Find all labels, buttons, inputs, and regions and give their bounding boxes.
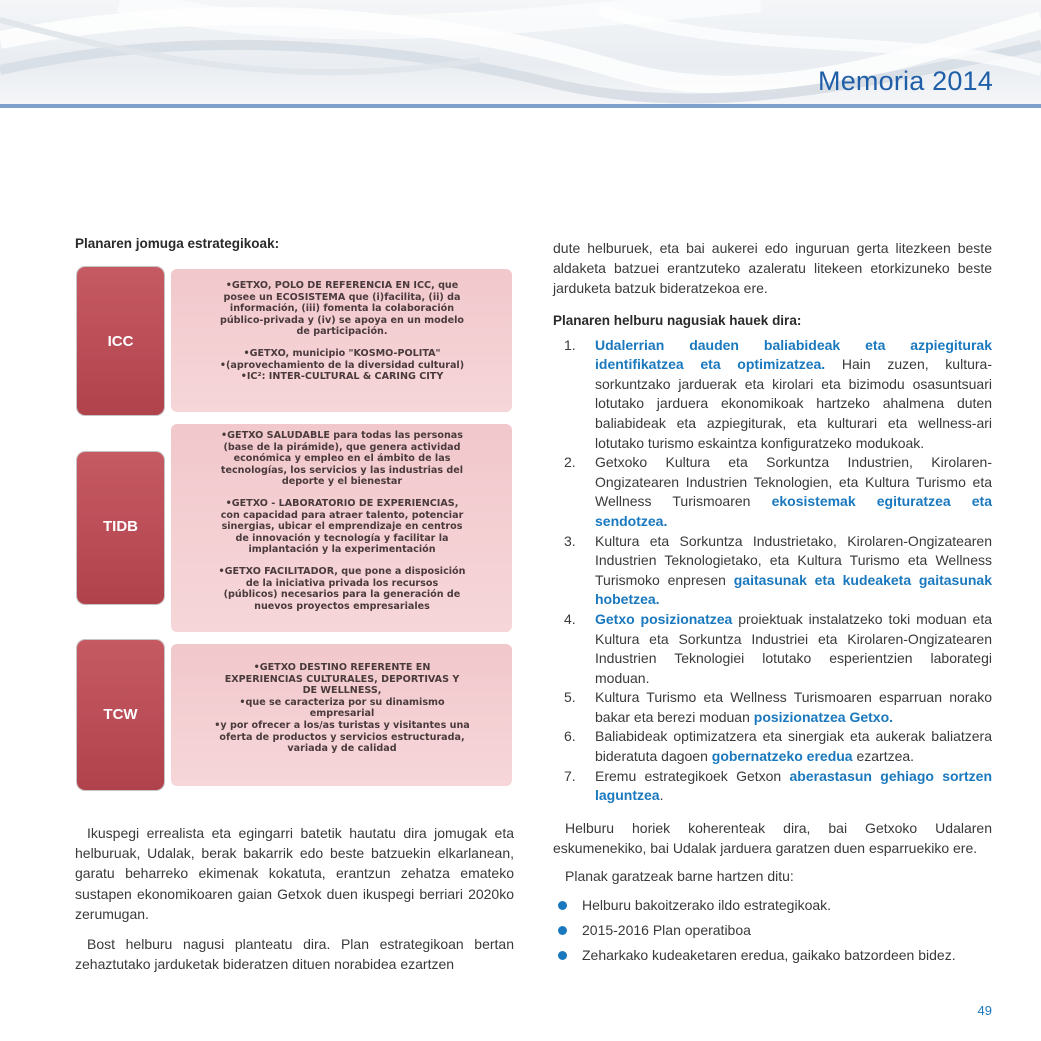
- goal-highlight: Udalerrian dauden baliabideak eta azpiegiturak identifikatzea eta optimizatzea.: [595, 336, 992, 373]
- left-column-body: [75, 823, 514, 974]
- diagram-line: empresarial: [309, 708, 375, 720]
- goal-text: .: [659, 787, 664, 804]
- goal-item: [553, 336, 992, 454]
- goal-text: Eremu estrategikoek Getxon: [595, 767, 790, 784]
- goal-item: [553, 610, 992, 688]
- body-paragraph: dute helburuek, eta bai aukerei edo inguruan gerta litezkeen beste aldaketa batzuei erantzuteko azaleratu litekeen etorkizuneko beste jarduketa batzuk bideratzekoa ere.: [553, 240, 992, 297]
- diagram-label: TCW: [103, 706, 138, 723]
- strategic-goals-diagram: [75, 266, 514, 790]
- diagram-label-box: [77, 452, 164, 604]
- goal-item: [553, 727, 992, 766]
- diagram-line: de participación.: [296, 326, 388, 338]
- goal-number: 7.: [564, 767, 576, 784]
- diagram-text: [175, 662, 509, 755]
- diagram-line: posee un ECOSISTEMA que (i)facilita, (ii) da: [223, 291, 461, 303]
- goal-text: Getxoko Kultura eta Sorkuntza Industrien, Kirolaren-Ongizatearen Industrien Teknologien, eta Kultura Turismo eta Wellness Turismoaren: [595, 454, 992, 510]
- left-column-heading-wrap: [75, 236, 514, 251]
- goal-item: [553, 767, 992, 806]
- page-number: 49: [977, 1003, 992, 1018]
- goal-number: 2.: [564, 454, 576, 471]
- diagram-line: sinergias, ubicar el emprendizaje en centros: [221, 521, 463, 533]
- goal-number: 5.: [564, 689, 576, 706]
- diagram-line: económica y empleo en el ámbito de las: [233, 453, 451, 465]
- diagram-line: variada y de calidad: [287, 743, 397, 755]
- bullet-dot-icon: [558, 901, 567, 910]
- goal-text: proiektuak instalatzeko toki moduan eta Kultura eta Sorkuntza Industriei eta Kirolaren-Ongizatearen Industrien Teknologiei lotutako esperientzien laborategi moduan.: [595, 610, 993, 686]
- section-heading-strategic-goals: Planaren jomuga estrategikoak:: [75, 236, 280, 251]
- bullet-dot-icon: [558, 926, 567, 935]
- goal-number: 6.: [564, 728, 576, 745]
- goal-text: ezartzea.: [852, 748, 915, 765]
- diagram-row-tidb: [75, 424, 514, 632]
- bullet-text: 2015-2016 Plan operatiboa: [582, 922, 751, 939]
- body-paragraph: Planak garatzeak barne hartzen ditu:: [565, 868, 794, 885]
- diagram-line: (base de la pirámide), que genera actividad: [223, 441, 461, 453]
- diagram-line: DE WELLNESS,: [302, 685, 382, 697]
- diagram-row-tcw: [75, 640, 514, 790]
- diagram-row-icc: [75, 266, 514, 416]
- diagram-line: (públicos) necesarios para la generación de: [223, 589, 461, 601]
- bullet-item: [553, 920, 992, 940]
- goal-item: [553, 532, 992, 610]
- bullet-text: Zeharkako kudeaketaren eredua, gaikako batzordeen bidez.: [582, 947, 956, 964]
- diagram-line: oferta de productos y servicios estructurada,: [219, 731, 465, 743]
- goal-highlight: Getxo posizionatzea: [595, 610, 733, 627]
- page-header: [0, 0, 1041, 108]
- diagram-line: de la iniciativa privada los recursos: [245, 577, 439, 589]
- goal-item: [553, 688, 992, 727]
- publication-title: Memoria 2014: [818, 66, 993, 96]
- diagram-text: [175, 430, 509, 612]
- diagram-line: •GETXO, municipio "KOSMO-POLITA": [243, 347, 441, 359]
- plan-contents-list: [553, 895, 992, 965]
- diagram-line: •y por ofrecer a los/as turistas y visitantes una: [214, 719, 470, 731]
- main-goals-list: [553, 336, 992, 806]
- diagram-line: deporte y el bienestar: [281, 476, 403, 488]
- bullet-dot-icon: [558, 951, 567, 960]
- goal-highlight: ekosistemak egituratzea eta sendotzea.: [595, 493, 992, 529]
- diagram-line: •IC²: INTER-CULTURAL & CARING CITY: [240, 371, 444, 383]
- goal-highlight: gaitasunak eta kudeaketa gaitasunak hobetzea.: [595, 571, 993, 608]
- diagram-line: nuevos proyectos empresariales: [254, 600, 430, 612]
- diagram-line: público-privada y (iv) se apoya en un modelo: [219, 314, 465, 326]
- goal-number: 3.: [564, 532, 576, 549]
- goal-highlight: posizionatzea Getxo.: [753, 708, 894, 725]
- goal-text: Kultura eta Sorkuntza Industrietako, Kirolaren-Ongizatearen Industrien Teknologietako, eta Kultura Turismo eta Wellness Turismoko enpresen: [595, 532, 992, 588]
- goal-highlight: aberastasun gehiago sortzen laguntzea: [595, 767, 993, 804]
- goal-highlight: gobernatzeko eredua: [711, 748, 853, 765]
- header-divider: [0, 104, 1041, 108]
- diagram-line: •GETXO FACILITADOR, que pone a disposición: [218, 565, 466, 577]
- section-heading-main-goals: Planaren helburu nagusiak hauek dira:: [553, 312, 802, 328]
- diagram-line: de innovación y tecnología y facilitar la: [235, 532, 449, 544]
- diagram-line: EXPERIENCIAS CULTURALES, DEPORTIVAS Y: [224, 673, 460, 685]
- diagram-label-box: [77, 640, 164, 790]
- diagram-line: información, (iii) fomenta la colaboración: [229, 303, 455, 315]
- diagram-line: •GETXO DESTINO REFERENTE EN: [253, 662, 431, 673]
- goal-text: Baliabideak optimizatzera eta sinergiak eta aukerak baliatzera bideratuta dagoen: [595, 728, 992, 765]
- goal-text: Hain zuzen, kultura-sorkuntzako jarduerak eta kirolari eta bizimodu osasuntsuari lotutako jarduera ekonomikoak hartzeko ahalmena duten baliabideak eta azpiegiturak, eta kulturari eta wellness-ari lotutako turismo eskaintza konfiguratzeko modukoak.: [595, 356, 992, 451]
- diagram-line: •GETXO, POLO DE REFERENCIA EN ICC, que: [225, 280, 459, 291]
- diagram-line: tecnologías, los servicios y las industrias del: [220, 464, 464, 476]
- diagram-line: •(aprovechamiento de la diversidad cultural): [219, 359, 465, 371]
- goal-text: Kultura Turismo eta Wellness Turismoaren esparruan norako bakar eta berezi moduan: [595, 689, 992, 725]
- body-paragraph: Helburu horiek koherenteak dira, bai Getxoko Udalaren eskumenekiko, bai Udalak jarduera garatzen duen esparruekiko ere.: [553, 819, 992, 857]
- diagram-text: [175, 280, 509, 383]
- diagram-line: •GETXO SALUDABLE para todas las personas: [221, 430, 463, 441]
- diagram-line: con capacidad para atraer talento, potenciar: [220, 509, 464, 521]
- bullet-item: [553, 945, 992, 965]
- diagram-label-box: [77, 267, 164, 415]
- right-column: [553, 238, 992, 970]
- goal-number: 1.: [564, 336, 576, 353]
- body-paragraph: Ikuspegi errealista eta egingarri batetik hautatu dira jomugak eta helburuak, Udalak, berak bakarrik edo beste batzuekin elkarlanean, garatu beharreko ekimenak kokatuta, erantzun zehatza emateko sustapen ekonomikoaren gaian Getxok duen ikuspegi berriari 2020ko zerumugan.: [75, 825, 514, 922]
- goal-number: 4.: [564, 610, 576, 627]
- diagram-line: implantación y la experimentación: [248, 544, 436, 556]
- bullet-text: Helburu bakoitzerako ildo estrategikoak.: [582, 897, 832, 914]
- diagram-label: TIDB: [103, 518, 138, 535]
- diagram-label: ICC: [107, 333, 134, 350]
- goal-item: [553, 453, 992, 531]
- bullet-item: [553, 895, 992, 915]
- diagram-line: •GETXO - LABORATORIO DE EXPERIENCIAS,: [225, 497, 459, 509]
- diagram-line: •que se caracteriza por su dinamismo: [239, 696, 445, 708]
- body-paragraph: Bost helburu nagusi planteatu dira. Plan estrategikoan bertan zehaztutako jarduketak bideratzen dituen norabidea ezartzen: [75, 936, 514, 973]
